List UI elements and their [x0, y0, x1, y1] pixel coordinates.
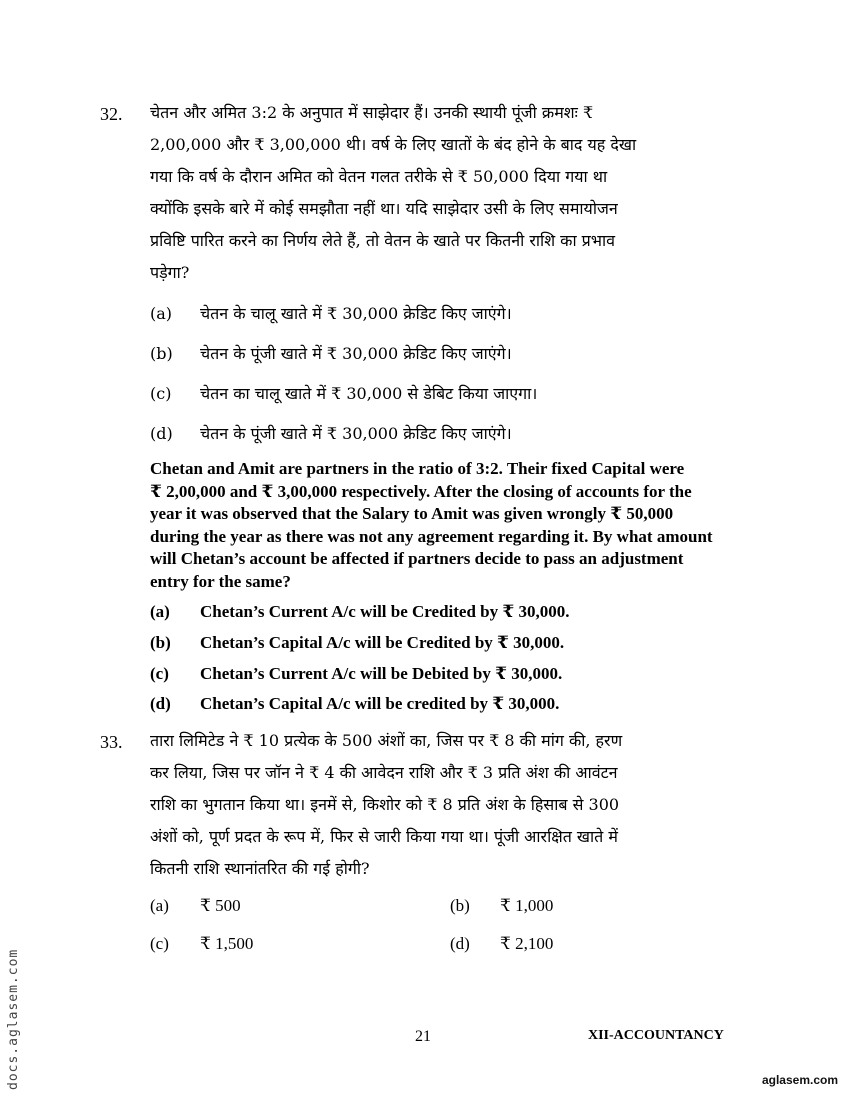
question-text-hindi	[150, 725, 750, 885]
option-text: चेतन के पूंजी खाते में ₹ 30,000 क्रेडिट किए जाएंगे।	[200, 344, 512, 363]
text-line: चेतन और अमित 3:2 के अनुपात में साझेदार हैं। उनकी स्थायी पूंजी क्रमशः ₹	[150, 103, 594, 122]
option-text: Chetan’s Current A/c will be Credited by ₹ 30,000.	[200, 602, 570, 621]
option-text: Chetan’s Capital A/c will be credited by ₹ 30,000.	[200, 694, 560, 713]
question-text-hindi	[150, 97, 750, 289]
corner-watermark: aglasem.com	[761, 1073, 838, 1087]
text-line: क्योंकि इसके बारे में कोई समझौता नहीं था। यदि साझेदार उसी के लिए समायोजन	[150, 199, 618, 218]
option-text: ₹ 1,500	[200, 934, 254, 953]
option-label: (a)	[150, 896, 169, 915]
text-line: will Chetan’s account be affected if partners decide to pass an adjustment	[150, 549, 684, 568]
question-number: 32.	[100, 104, 123, 124]
option-text: चेतन का चालू खाते में ₹ 30,000 से डेबिट किया जाएगा।	[200, 384, 538, 403]
text-line: year it was observed that the Salary to Amit was given wrongly ₹ 50,000	[150, 504, 674, 523]
option-d	[450, 934, 553, 954]
option-text: Chetan’s Current A/c will be Debited by ₹ 30,000.	[200, 664, 563, 683]
option-c-english	[150, 664, 562, 684]
option-a-english	[150, 602, 569, 622]
option-a	[150, 896, 241, 916]
option-text: Chetan’s Capital A/c will be Credited by ₹ 30,000.	[200, 633, 565, 652]
option-d-hindi	[150, 422, 512, 444]
text-line: कितनी राशि स्थानांतरित की गई होगी?	[150, 859, 370, 878]
text-line: अंशों को, पूर्ण प्रदत के रूप में, फिर से जारी किया गया था। पूंजी आरक्षित खाते में	[150, 827, 618, 846]
option-b-english	[150, 633, 564, 653]
option-label: (c)	[150, 934, 169, 953]
text-line: गया कि वर्ष के दौरान अमित को वेतन गलत तरीके से ₹ 50,000 दिया गया था	[150, 167, 608, 186]
text-line: राशि का भुगतान किया था। इनमें से, किशोर को ₹ 8 प्रति अंश के हिसाब से 300	[150, 795, 620, 814]
page-number: 21	[415, 1028, 431, 1045]
option-label: (a)	[150, 602, 170, 621]
option-text: ₹ 1,000	[500, 896, 554, 915]
side-watermark: docs.aglasem.com	[6, 948, 21, 1090]
option-text: चेतन के पूंजी खाते में ₹ 30,000 क्रेडिट किए जाएंगे।	[200, 424, 512, 443]
option-label: (b)	[450, 896, 470, 915]
text-line: तारा लिमिटेड ने ₹ 10 प्रत्येक के 500 अंशों का, जिस पर ₹ 8 की मांग की, हरण	[150, 731, 623, 750]
option-b-hindi	[150, 342, 512, 364]
option-label: (d)	[150, 424, 173, 443]
text-line: ₹ 2,00,000 and ₹ 3,00,000 respectively. After the closing of accounts for the	[150, 481, 692, 501]
text-line: entry for the same?	[150, 571, 291, 591]
option-label: (b)	[150, 633, 171, 652]
subject-label: XII-ACCOUNTANCY	[588, 1028, 724, 1043]
question-text-english	[150, 458, 750, 593]
text-line: पड़ेगा?	[150, 263, 190, 282]
text-line: कर लिया, जिस पर जॉन ने ₹ 4 की आवेदन राशि और ₹ 3 प्रति अंश की आवंटन	[150, 763, 618, 782]
option-b	[450, 896, 553, 916]
option-label: (a)	[150, 304, 173, 323]
option-label: (d)	[450, 934, 470, 953]
text-line: Chetan and Amit are partners in the ratio of 3:2. Their fixed Capital were	[150, 459, 685, 478]
option-a-hindi	[150, 302, 512, 324]
option-label: (b)	[150, 344, 173, 363]
option-label: (d)	[150, 694, 171, 713]
text-line: 2,00,000 और ₹ 3,00,000 थी। वर्ष के लिए खातों के बंद होने के बाद यह देखा	[150, 135, 637, 154]
text-line: प्रविष्टि पारित करने का निर्णय लेते हैं, तो वेतन के खाते पर कितनी राशि का प्रभाव	[150, 231, 616, 250]
option-text: ₹ 2,100	[500, 934, 554, 953]
option-c	[150, 934, 253, 954]
option-d-english	[150, 694, 559, 714]
option-text: चेतन के चालू खाते में ₹ 30,000 क्रेडिट किए जाएंगे।	[200, 304, 512, 323]
option-text: ₹ 500	[200, 896, 241, 915]
option-label: (c)	[150, 384, 172, 403]
option-c-hindi	[150, 382, 537, 404]
option-label: (c)	[150, 664, 169, 683]
text-line: during the year as there was not any agreement regarding it. By what amount	[150, 526, 713, 546]
question-number: 33.	[100, 732, 123, 752]
